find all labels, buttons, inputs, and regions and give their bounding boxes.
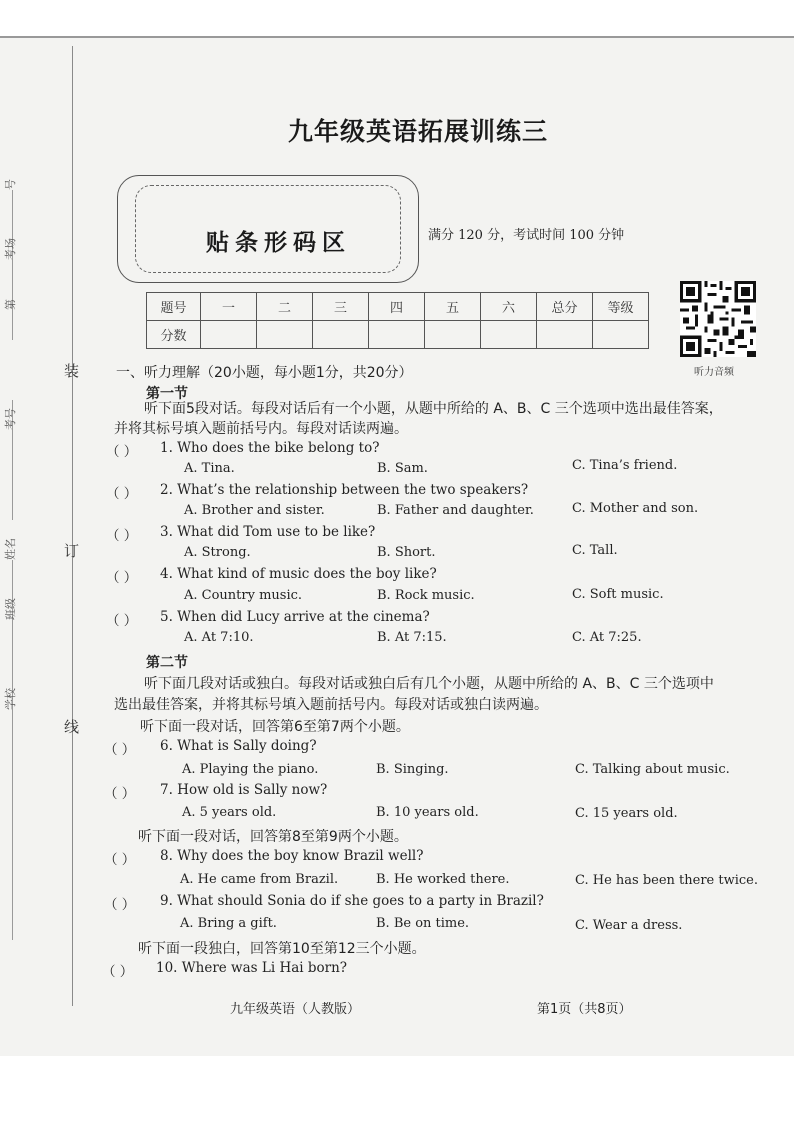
- q6-option-c: C. Talking about music.: [575, 762, 730, 777]
- q1-option-a: A. Tina.: [184, 461, 235, 476]
- answer-blank-2[interactable]: （ ）: [106, 486, 138, 502]
- side-label-number: 号: [4, 179, 17, 190]
- answer-blank-8[interactable]: （ ）: [104, 852, 136, 868]
- part2-heading: 第二节: [146, 655, 188, 671]
- q6-option-a: A. Playing the piano.: [182, 762, 319, 777]
- score-col-total: 总分: [537, 293, 593, 321]
- q2-option-b: B. Father and daughter.: [377, 503, 534, 518]
- question-4: 4. What kind of music does the boy like?: [160, 566, 437, 582]
- score-table-head-score: 分数: [147, 321, 201, 349]
- footer-page-number: 第1页（共8页）: [537, 1002, 632, 1017]
- score-cell: [425, 321, 481, 349]
- q8-option-a: A. He came from Brazil.: [180, 872, 339, 887]
- part2-instructions-line2: 选出最佳答案，并将其标号填入题前括号内。每段对话或独白读两遍。: [114, 697, 548, 713]
- q4-option-b: B. Rock music.: [377, 588, 475, 603]
- score-cell: [593, 321, 649, 349]
- binding-char-xian: 线: [64, 718, 80, 736]
- score-cell: [481, 321, 537, 349]
- dialog-6-7-instruction: 听下面一段对话，回答第6至第7两个小题。: [140, 719, 410, 735]
- score-cell: [537, 321, 593, 349]
- question-6: 6. What is Sally doing?: [160, 738, 317, 754]
- question-5: 5. When did Lucy arrive at the cinema?: [160, 609, 430, 625]
- question-10: 10. Where was Li Hai born?: [156, 960, 348, 976]
- q8-option-b: B. He worked there.: [376, 872, 510, 887]
- score-cell: [369, 321, 425, 349]
- part2-instructions-line1: 听下面几段对话或独白。每段对话或独白后有几个小题，从题中所给的 A、B、C 三个选项中: [144, 676, 714, 692]
- answer-blank-6[interactable]: （ ）: [104, 742, 136, 758]
- score-col-6: 六: [481, 293, 537, 321]
- answer-blank-1[interactable]: （ ）: [106, 444, 138, 460]
- question-1: 1. Who does the bike belong to?: [160, 440, 380, 456]
- score-col-4: 四: [369, 293, 425, 321]
- score-col-2: 二: [257, 293, 313, 321]
- side-label-exam-room: 考场: [4, 238, 17, 260]
- section1-heading: 一、听力理解（20小题，每小题1分，共20分）: [116, 365, 413, 381]
- q4-option-c: C. Soft music.: [572, 587, 664, 602]
- q2-option-c: C. Mother and son.: [572, 501, 699, 516]
- score-cell: [257, 321, 313, 349]
- question-8: 8. Why does the boy know Brazil well?: [160, 848, 424, 864]
- q4-option-a: A. Country music.: [184, 588, 303, 603]
- answer-blank-3[interactable]: （ ）: [106, 528, 138, 544]
- score-table-row-scores: [147, 321, 649, 349]
- qr-label: 听力音频: [694, 367, 734, 378]
- barcode-dashed-frame: [135, 185, 401, 273]
- q9-option-a: A. Bring a gift.: [180, 916, 277, 931]
- score-cell: [313, 321, 369, 349]
- q2-option-a: A. Brother and sister.: [184, 503, 325, 518]
- side-rule: [12, 190, 13, 340]
- score-table-row-header: [147, 293, 649, 321]
- score-col-grade: 等级: [593, 293, 649, 321]
- side-label-class: 班级: [4, 598, 17, 620]
- q5-option-c: C. At 7:25.: [572, 630, 642, 645]
- score-time-info: 满分 120 分，考试时间 100 分钟: [428, 228, 625, 243]
- q9-option-b: B. Be on time.: [376, 916, 470, 931]
- question-2: 2. What’s the relationship between the two speakers?: [160, 482, 529, 498]
- q1-option-b: B. Sam.: [377, 461, 428, 476]
- q3-option-c: C. Tall.: [572, 543, 618, 558]
- q1-option-c: C. Tina’s friend.: [572, 458, 678, 473]
- q3-option-a: A. Strong.: [184, 545, 251, 560]
- footer-subject: 九年级英语（人教版）: [230, 1002, 361, 1017]
- q6-option-b: B. Singing.: [376, 762, 449, 777]
- q7-option-a: A. 5 years old.: [182, 805, 277, 820]
- question-9: 9. What should Sonia do if she goes to a party in Brazil?: [160, 893, 544, 909]
- side-label-exam-id: 考号: [4, 408, 17, 430]
- dialog-8-9-instruction: 听下面一段对话，回答第8至第9两个小题。: [138, 829, 408, 845]
- page-title: 九年级英语拓展训练三: [288, 117, 549, 146]
- part1-instructions-line2: 并将其标号填入题前括号内。每段对话读两遍。: [114, 421, 408, 437]
- score-table-head-question: 题号: [147, 293, 201, 321]
- answer-blank-9[interactable]: （ ）: [104, 897, 136, 913]
- answer-blank-10[interactable]: （ ）: [102, 964, 134, 980]
- answer-blank-4[interactable]: （ ）: [106, 570, 138, 586]
- side-label-school: 学校: [4, 688, 17, 710]
- q5-option-a: A. At 7:10.: [184, 630, 254, 645]
- q7-option-b: B. 10 years old.: [376, 805, 479, 820]
- q3-option-b: B. Short.: [377, 545, 436, 560]
- binding-fold-line: [72, 46, 73, 1006]
- score-cell: [201, 321, 257, 349]
- barcode-area: [117, 175, 419, 283]
- answer-blank-5[interactable]: （ ）: [106, 613, 138, 629]
- binding-char-zhuang: 装: [64, 362, 80, 380]
- qr-code-icon[interactable]: [680, 281, 756, 357]
- question-3: 3. What did Tom use to be like?: [160, 524, 376, 540]
- score-col-5: 五: [425, 293, 481, 321]
- side-label-di: 第: [4, 299, 17, 310]
- q7-option-c: C. 15 years old.: [575, 806, 678, 821]
- score-table: [146, 292, 649, 349]
- q8-option-c: C. He has been there twice.: [575, 873, 758, 888]
- score-col-3: 三: [313, 293, 369, 321]
- side-label-name: 姓名: [4, 538, 17, 560]
- part1-heading: 第一节: [146, 386, 188, 402]
- q5-option-b: B. At 7:15.: [377, 630, 447, 645]
- answer-blank-7[interactable]: （ ）: [104, 786, 136, 802]
- q9-option-c: C. Wear a dress.: [575, 918, 683, 933]
- binding-char-ding: 订: [64, 542, 80, 560]
- score-col-1: 一: [201, 293, 257, 321]
- barcode-area-label: 贴条形码区: [206, 229, 351, 256]
- question-7: 7. How old is Sally now?: [160, 782, 328, 798]
- monologue-10-12-instruction: 听下面一段独白，回答第10至第12三个小题。: [138, 941, 426, 957]
- part1-instructions-line1: 听下面5段对话。每段对话后有一个小题，从题中所给的 A、B、C 三个选项中选出最佳答案，: [144, 401, 723, 417]
